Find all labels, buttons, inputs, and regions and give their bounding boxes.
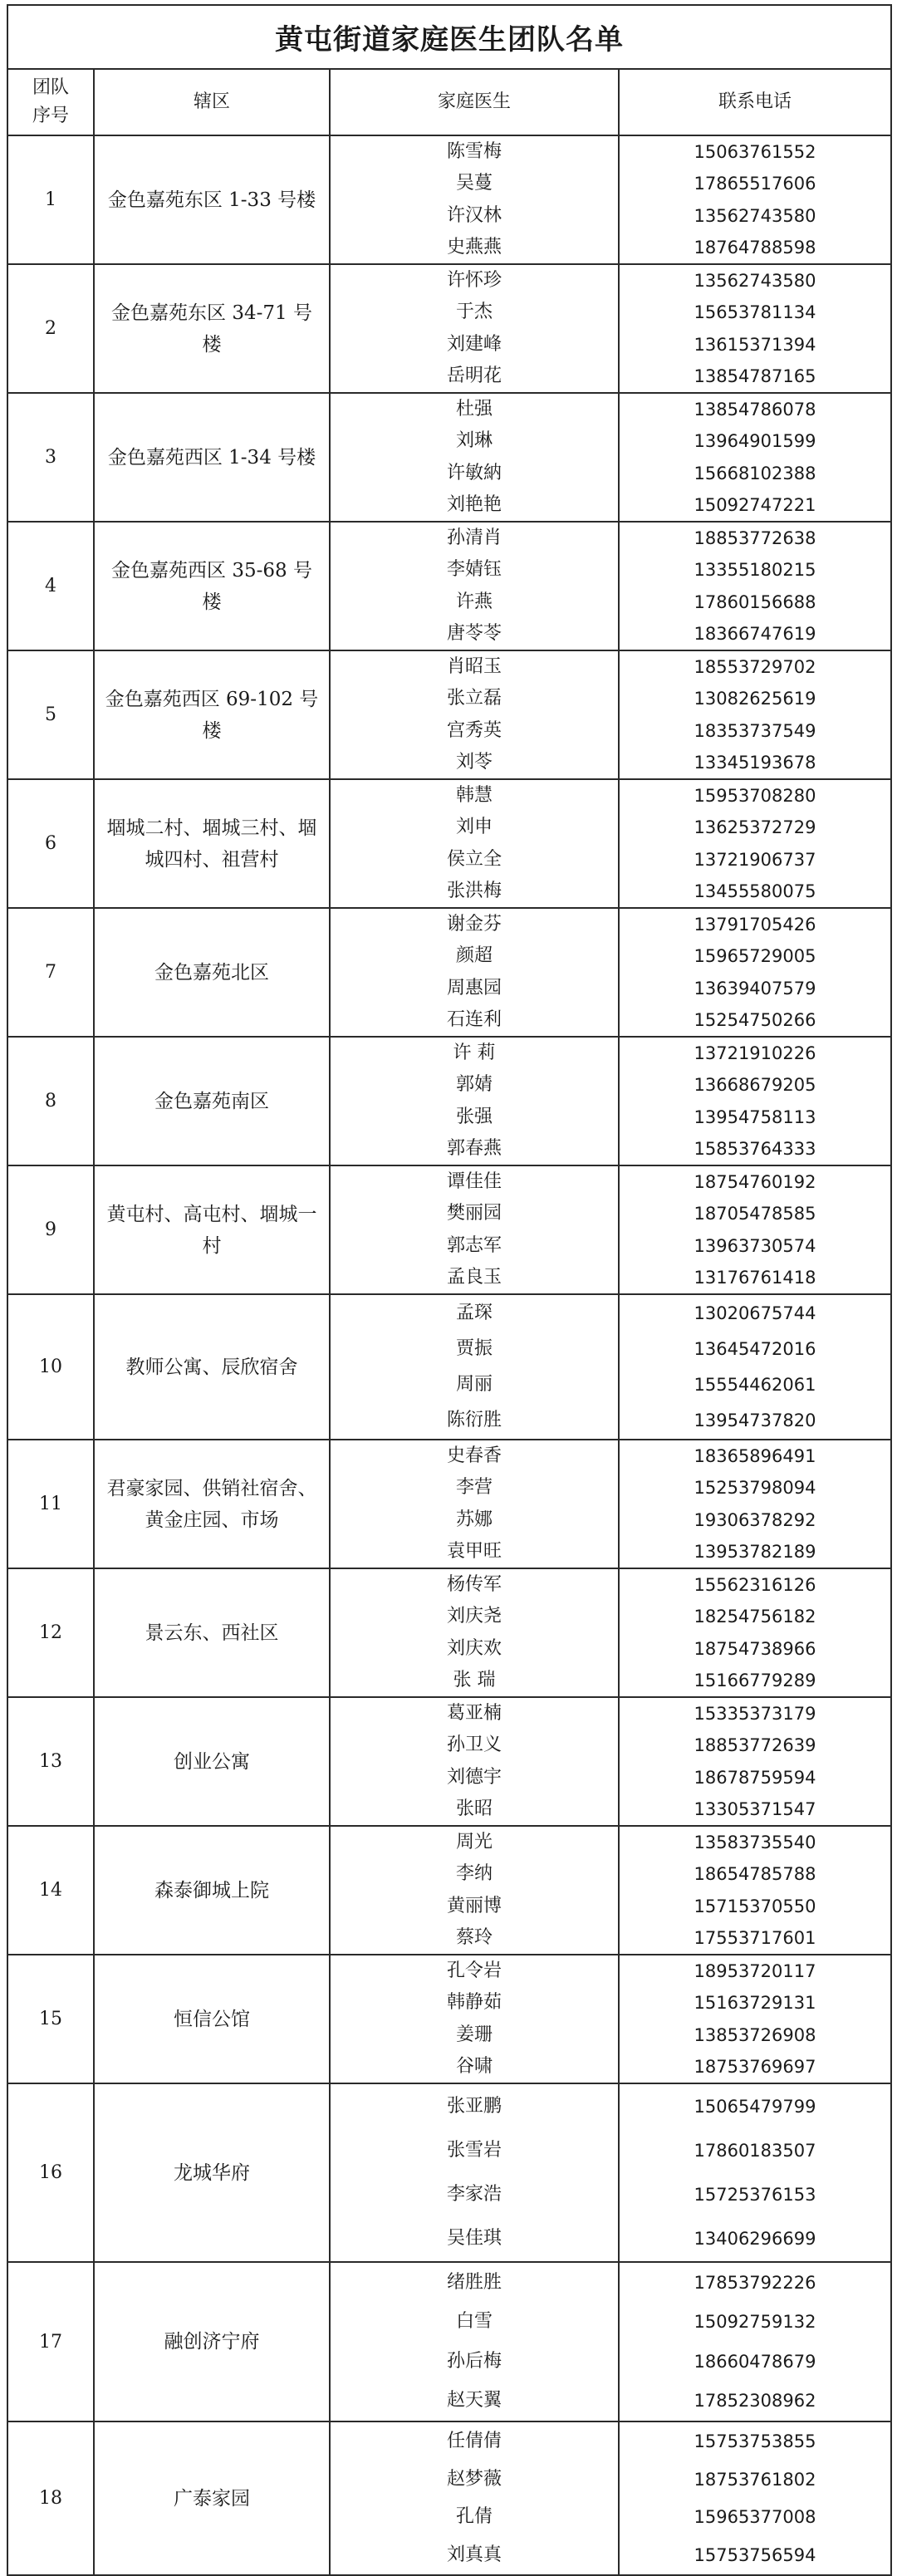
- doctor-name: 张昭: [455, 1798, 493, 1819]
- phone-number: 18753769697: [694, 2056, 816, 2077]
- table-row: [7, 908, 891, 1037]
- phone-list: [619, 393, 891, 522]
- doctor-name: 刘苓: [455, 751, 493, 773]
- doctor-name: 许怀珍: [446, 270, 502, 292]
- team-number: 5: [7, 650, 94, 779]
- doctor-name: 李家浩: [446, 2184, 502, 2206]
- phone-number: 17865517606: [694, 174, 816, 194]
- doctor-team-table: [7, 4, 892, 2576]
- doctor-name: 张雪岩: [446, 2139, 502, 2161]
- team-area: 创业公寓: [94, 1697, 330, 1826]
- doctor-name: 刘庆尧: [446, 1606, 502, 1627]
- doctor-list: [330, 1294, 619, 1440]
- doctor-name: 许燕: [455, 591, 493, 612]
- phone-number: 18853772638: [694, 528, 816, 549]
- phone-number: 17852308962: [694, 2391, 816, 2412]
- team-area: 金色嘉苑北区: [94, 908, 330, 1037]
- phone-list: [619, 779, 891, 908]
- table-row: [7, 1697, 891, 1826]
- table-title: 黄屯街道家庭医生团队名单: [7, 5, 891, 69]
- doctor-name: 刘艳艳: [446, 493, 502, 515]
- table-row: [7, 2083, 891, 2262]
- doctor-name: 宫秀英: [446, 719, 502, 741]
- phone-number: 13406296699: [694, 2229, 816, 2250]
- doctor-name: 白雪: [455, 2311, 493, 2333]
- doctor-list: [330, 650, 619, 779]
- doctor-name: 袁甲旺: [446, 1540, 502, 1562]
- doctor-name: 孙清肖: [446, 527, 502, 549]
- team-number: 13: [7, 1697, 94, 1826]
- phone-number: 15668102388: [694, 463, 816, 483]
- phone-list: [619, 1037, 891, 1165]
- doctor-name: 葛亚楠: [446, 1703, 502, 1725]
- doctor-name: 黄丽博: [446, 1895, 502, 1916]
- doctor-name: 周丽: [455, 1374, 493, 1396]
- doctor-name: 刘真真: [446, 2544, 502, 2566]
- table-row: [7, 1165, 891, 1294]
- phone-number: 18753761802: [694, 2469, 816, 2490]
- phone-list: [619, 1826, 891, 1955]
- phone-number: 18953720117: [694, 1961, 816, 1982]
- doctor-name: 谢金芬: [446, 914, 502, 935]
- doctor-name: 李营: [455, 1477, 493, 1499]
- phone-number: 13668679205: [694, 1075, 816, 1096]
- table-row: [7, 1826, 891, 1955]
- table-row: [7, 1955, 891, 2083]
- phone-number: 13455580075: [694, 881, 816, 901]
- phone-number: 18754738966: [694, 1638, 816, 1659]
- doctor-name: 杜强: [455, 399, 493, 420]
- doctor-name: 绪胜胜: [446, 2271, 502, 2293]
- phone-list: [619, 1568, 891, 1697]
- team-number: 12: [7, 1568, 94, 1697]
- doctor-name: 侯立全: [446, 848, 502, 870]
- doctor-name: 姜珊: [455, 2024, 493, 2045]
- phone-number: 15753756594: [694, 2545, 816, 2566]
- doctor-name: 韩慧: [455, 785, 493, 807]
- doctor-name: 张洪梅: [446, 880, 502, 901]
- doctor-name: 郭婧: [455, 1074, 493, 1096]
- header-phone: 联系电话: [619, 69, 891, 135]
- phone-number: 13176761418: [694, 1267, 816, 1288]
- doctor-name: 赵梦薇: [446, 2468, 502, 2490]
- doctor-name: 孔令岩: [446, 1960, 502, 1982]
- doctor-list: [330, 1826, 619, 1955]
- team-number: 14: [7, 1826, 94, 1955]
- phone-number: 15554462061: [694, 1375, 816, 1396]
- phone-number: 13954737820: [694, 1411, 816, 1431]
- table-row: [7, 2421, 891, 2575]
- table-row: [7, 1440, 891, 1568]
- team-number: 18: [7, 2421, 94, 2575]
- phone-number: 15063761552: [694, 142, 816, 163]
- doctor-list: [330, 1165, 619, 1294]
- doctor-list: [330, 2262, 619, 2421]
- phone-number: 13615371394: [694, 334, 816, 355]
- doctor-list: [330, 908, 619, 1037]
- phone-number: 15715370550: [694, 1896, 816, 1916]
- phone-number: 13583735540: [694, 1833, 816, 1853]
- phone-list: [619, 2262, 891, 2421]
- team-number: 17: [7, 2262, 94, 2421]
- team-number: 4: [7, 522, 94, 650]
- doctor-name: 赵天翼: [446, 2390, 502, 2412]
- phone-number: 13082625619: [694, 689, 816, 709]
- doctor-name: 郭志军: [446, 1234, 502, 1256]
- doctor-name: 苏娜: [455, 1509, 493, 1530]
- doctor-name: 刘申: [455, 817, 493, 838]
- phone-number: 18754760192: [694, 1172, 816, 1193]
- doctor-name: 张立磊: [446, 688, 502, 709]
- team-area: 金色嘉苑西区 69-102 号楼: [94, 650, 330, 779]
- phone-number: 15065479799: [694, 2096, 816, 2117]
- doctor-name: 孟良玉: [446, 1266, 502, 1288]
- doctor-name: 刘庆欢: [446, 1637, 502, 1659]
- team-area: 金色嘉苑南区: [94, 1037, 330, 1165]
- doctor-name: 孙后梅: [446, 2350, 502, 2372]
- phone-number: 15965377008: [694, 2507, 816, 2528]
- team-number: 2: [7, 264, 94, 393]
- team-area: 广泰家园: [94, 2421, 330, 2575]
- doctor-name: 张强: [455, 1106, 493, 1127]
- phone-number: 18764788598: [694, 237, 816, 258]
- team-number: 1: [7, 135, 94, 264]
- phone-list: [619, 135, 891, 264]
- doctor-name: 孙卫义: [446, 1735, 502, 1756]
- doctor-name: 吴蔓: [455, 173, 493, 194]
- phone-number: 15953708280: [694, 786, 816, 807]
- phone-number: 13639407579: [694, 978, 816, 999]
- doctor-name: 肖昭玉: [446, 656, 502, 678]
- header-team-no: 团队序号: [7, 69, 94, 135]
- phone-number: 15725376153: [694, 2185, 816, 2206]
- phone-list: [619, 1440, 891, 1568]
- doctor-name: 刘德宇: [446, 1766, 502, 1788]
- doctor-name: 贾振: [455, 1337, 493, 1359]
- doctor-name: 郭春燕: [446, 1137, 502, 1159]
- doctor-name: 刘琳: [455, 430, 493, 452]
- doctor-name: 樊丽园: [446, 1203, 502, 1224]
- doctor-list: [330, 2083, 619, 2262]
- phone-number: 13562743580: [694, 205, 816, 226]
- doctor-name: 孔倩: [455, 2506, 493, 2528]
- doctor-name: 张亚鹏: [446, 2095, 502, 2117]
- phone-list: [619, 522, 891, 650]
- phone-number: 15092759132: [694, 2312, 816, 2333]
- doctor-name: 于杰: [455, 302, 493, 323]
- table-row: [7, 1568, 891, 1697]
- doctor-list: [330, 393, 619, 522]
- team-area: 金色嘉苑西区 1-34 号楼: [94, 393, 330, 522]
- doctor-name: 史春香: [446, 1445, 502, 1467]
- phone-number: 18553729702: [694, 657, 816, 678]
- phone-list: [619, 650, 891, 779]
- table-row: [7, 1294, 891, 1440]
- doctor-list: [330, 264, 619, 393]
- phone-number: 17860156688: [694, 591, 816, 612]
- phone-list: [619, 908, 891, 1037]
- doctor-list: [330, 779, 619, 908]
- team-area: 恒信公馆: [94, 1955, 330, 2083]
- phone-number: 13645472016: [694, 1338, 816, 1359]
- phone-number: 13020675744: [694, 1303, 816, 1323]
- doctor-list: [330, 2421, 619, 2575]
- team-area: 教师公寓、辰欣宿舍: [94, 1294, 330, 1440]
- table-row: [7, 779, 891, 908]
- team-number: 16: [7, 2083, 94, 2262]
- doctor-name: 石连利: [446, 1008, 502, 1030]
- phone-list: [619, 1697, 891, 1826]
- phone-number: 17553717601: [694, 1927, 816, 1948]
- phone-number: 13721906737: [694, 849, 816, 870]
- doctor-name: 陈雪梅: [446, 141, 502, 163]
- phone-number: 13964901599: [694, 431, 816, 452]
- header-area: 辖区: [94, 69, 330, 135]
- phone-number: 17853792226: [694, 2272, 816, 2293]
- doctor-name: 李纳: [455, 1863, 493, 1885]
- doctor-name: 韩静茹: [446, 1992, 502, 2014]
- phone-number: 15254750266: [694, 1009, 816, 1030]
- doctor-name: 陈衍胜: [446, 1410, 502, 1431]
- phone-number: 17860183507: [694, 2140, 816, 2161]
- phone-number: 15562316126: [694, 1575, 816, 1596]
- phone-number: 13355180215: [694, 560, 816, 581]
- team-area: 融创济宁府: [94, 2262, 330, 2421]
- doctor-name: 谭佳佳: [446, 1171, 502, 1193]
- header-doctor: 家庭医生: [330, 69, 619, 135]
- phone-number: 18678759594: [694, 1767, 816, 1788]
- doctor-name: 岳明花: [446, 365, 502, 386]
- doctor-name: 许敏納: [446, 462, 502, 483]
- phone-number: 19306378292: [694, 1509, 816, 1530]
- doctor-name: 周光: [455, 1832, 493, 1853]
- phone-number: 15753753855: [694, 2431, 816, 2451]
- phone-number: 13954758113: [694, 1106, 816, 1127]
- phone-number: 18353737549: [694, 720, 816, 741]
- team-area: 龙城华府: [94, 2083, 330, 2262]
- team-area: 金色嘉苑西区 35-68 号楼: [94, 522, 330, 650]
- team-area: 堌城二村、堌城三村、堌城四村、祖营村: [94, 779, 330, 908]
- header-row: [7, 69, 891, 135]
- phone-number: 13963730574: [694, 1235, 816, 1256]
- team-number: 7: [7, 908, 94, 1037]
- phone-number: 13562743580: [694, 271, 816, 292]
- table-row: [7, 393, 891, 522]
- phone-number: 13791705426: [694, 915, 816, 935]
- phone-list: [619, 2421, 891, 2575]
- doctor-name: 许汉林: [446, 204, 502, 226]
- table-row: [7, 1037, 891, 1165]
- doctor-list: [330, 1440, 619, 1568]
- phone-number: 13721910226: [694, 1043, 816, 1064]
- phone-number: 15853764333: [694, 1138, 816, 1159]
- doctor-name: 李婧钰: [446, 559, 502, 581]
- team-number: 3: [7, 393, 94, 522]
- phone-number: 15653781134: [694, 302, 816, 323]
- phone-list: [619, 1955, 891, 2083]
- phone-number: 13625372729: [694, 817, 816, 838]
- doctor-name: 张 瑞: [453, 1669, 496, 1690]
- phone-number: 13305371547: [694, 1798, 816, 1819]
- table-row: [7, 135, 891, 264]
- doctor-name: 孟琛: [455, 1302, 493, 1323]
- team-number: 11: [7, 1440, 94, 1568]
- phone-number: 13854786078: [694, 400, 816, 420]
- team-area: 黄屯村、高屯村、堌城一村: [94, 1165, 330, 1294]
- table-row: [7, 264, 891, 393]
- doctor-list: [330, 522, 619, 650]
- doctor-list: [330, 1037, 619, 1165]
- phone-number: 18654785788: [694, 1864, 816, 1885]
- phone-number: 15166779289: [694, 1670, 816, 1690]
- team-number: 15: [7, 1955, 94, 2083]
- phone-list: [619, 1165, 891, 1294]
- phone-number: 15253798094: [694, 1478, 816, 1499]
- doctor-name: 周惠园: [446, 977, 502, 999]
- table-row: [7, 650, 891, 779]
- team-area: 金色嘉苑东区 1-33 号楼: [94, 135, 330, 264]
- doctor-name: 唐苓苓: [446, 622, 502, 644]
- phone-list: [619, 2083, 891, 2262]
- phone-number: 18254756182: [694, 1607, 816, 1627]
- phone-number: 18366747619: [694, 623, 816, 644]
- doctor-name: 许 莉: [453, 1043, 496, 1064]
- doctor-name: 任倩倩: [446, 2430, 502, 2451]
- doctor-list: [330, 1955, 619, 2083]
- phone-number: 13853726908: [694, 2024, 816, 2045]
- phone-number: 13953782189: [694, 1541, 816, 1562]
- phone-number: 18660478679: [694, 2351, 816, 2372]
- team-number: 6: [7, 779, 94, 908]
- doctor-name: 谷啸: [455, 2055, 493, 2077]
- phone-number: 15092747221: [694, 494, 816, 515]
- doctor-name: 吴佳琪: [446, 2228, 502, 2250]
- team-area: 森泰御城上院: [94, 1826, 330, 1955]
- team-number: 10: [7, 1294, 94, 1440]
- phone-number: 15163729131: [694, 1993, 816, 2014]
- team-area: 景云东、西社区: [94, 1568, 330, 1697]
- team-area: 君豪家园、供销社宿舍、黄金庄园、市场: [94, 1440, 330, 1568]
- doctor-name: 杨传军: [446, 1574, 502, 1596]
- phone-number: 13854787165: [694, 366, 816, 386]
- doctor-name: 刘建峰: [446, 333, 502, 355]
- phone-number: 15965729005: [694, 946, 816, 967]
- team-area: 金色嘉苑东区 34-71 号楼: [94, 264, 330, 393]
- doctor-list: [330, 135, 619, 264]
- phone-number: 15335373179: [694, 1704, 816, 1725]
- title-row: [7, 5, 891, 69]
- phone-number: 18853772639: [694, 1735, 816, 1756]
- phone-list: [619, 1294, 891, 1440]
- phone-number: 18705478585: [694, 1204, 816, 1224]
- doctor-name: 蔡玲: [455, 1926, 493, 1948]
- doctor-name: 史燕燕: [446, 236, 502, 258]
- phone-number: 13345193678: [694, 752, 816, 773]
- doctor-list: [330, 1697, 619, 1826]
- table-row: [7, 2262, 891, 2421]
- team-number: 8: [7, 1037, 94, 1165]
- phone-number: 18365896491: [694, 1446, 816, 1467]
- team-number: 9: [7, 1165, 94, 1294]
- doctor-name: 颜超: [455, 945, 493, 967]
- doctor-list: [330, 1568, 619, 1697]
- phone-list: [619, 264, 891, 393]
- table-row: [7, 522, 891, 650]
